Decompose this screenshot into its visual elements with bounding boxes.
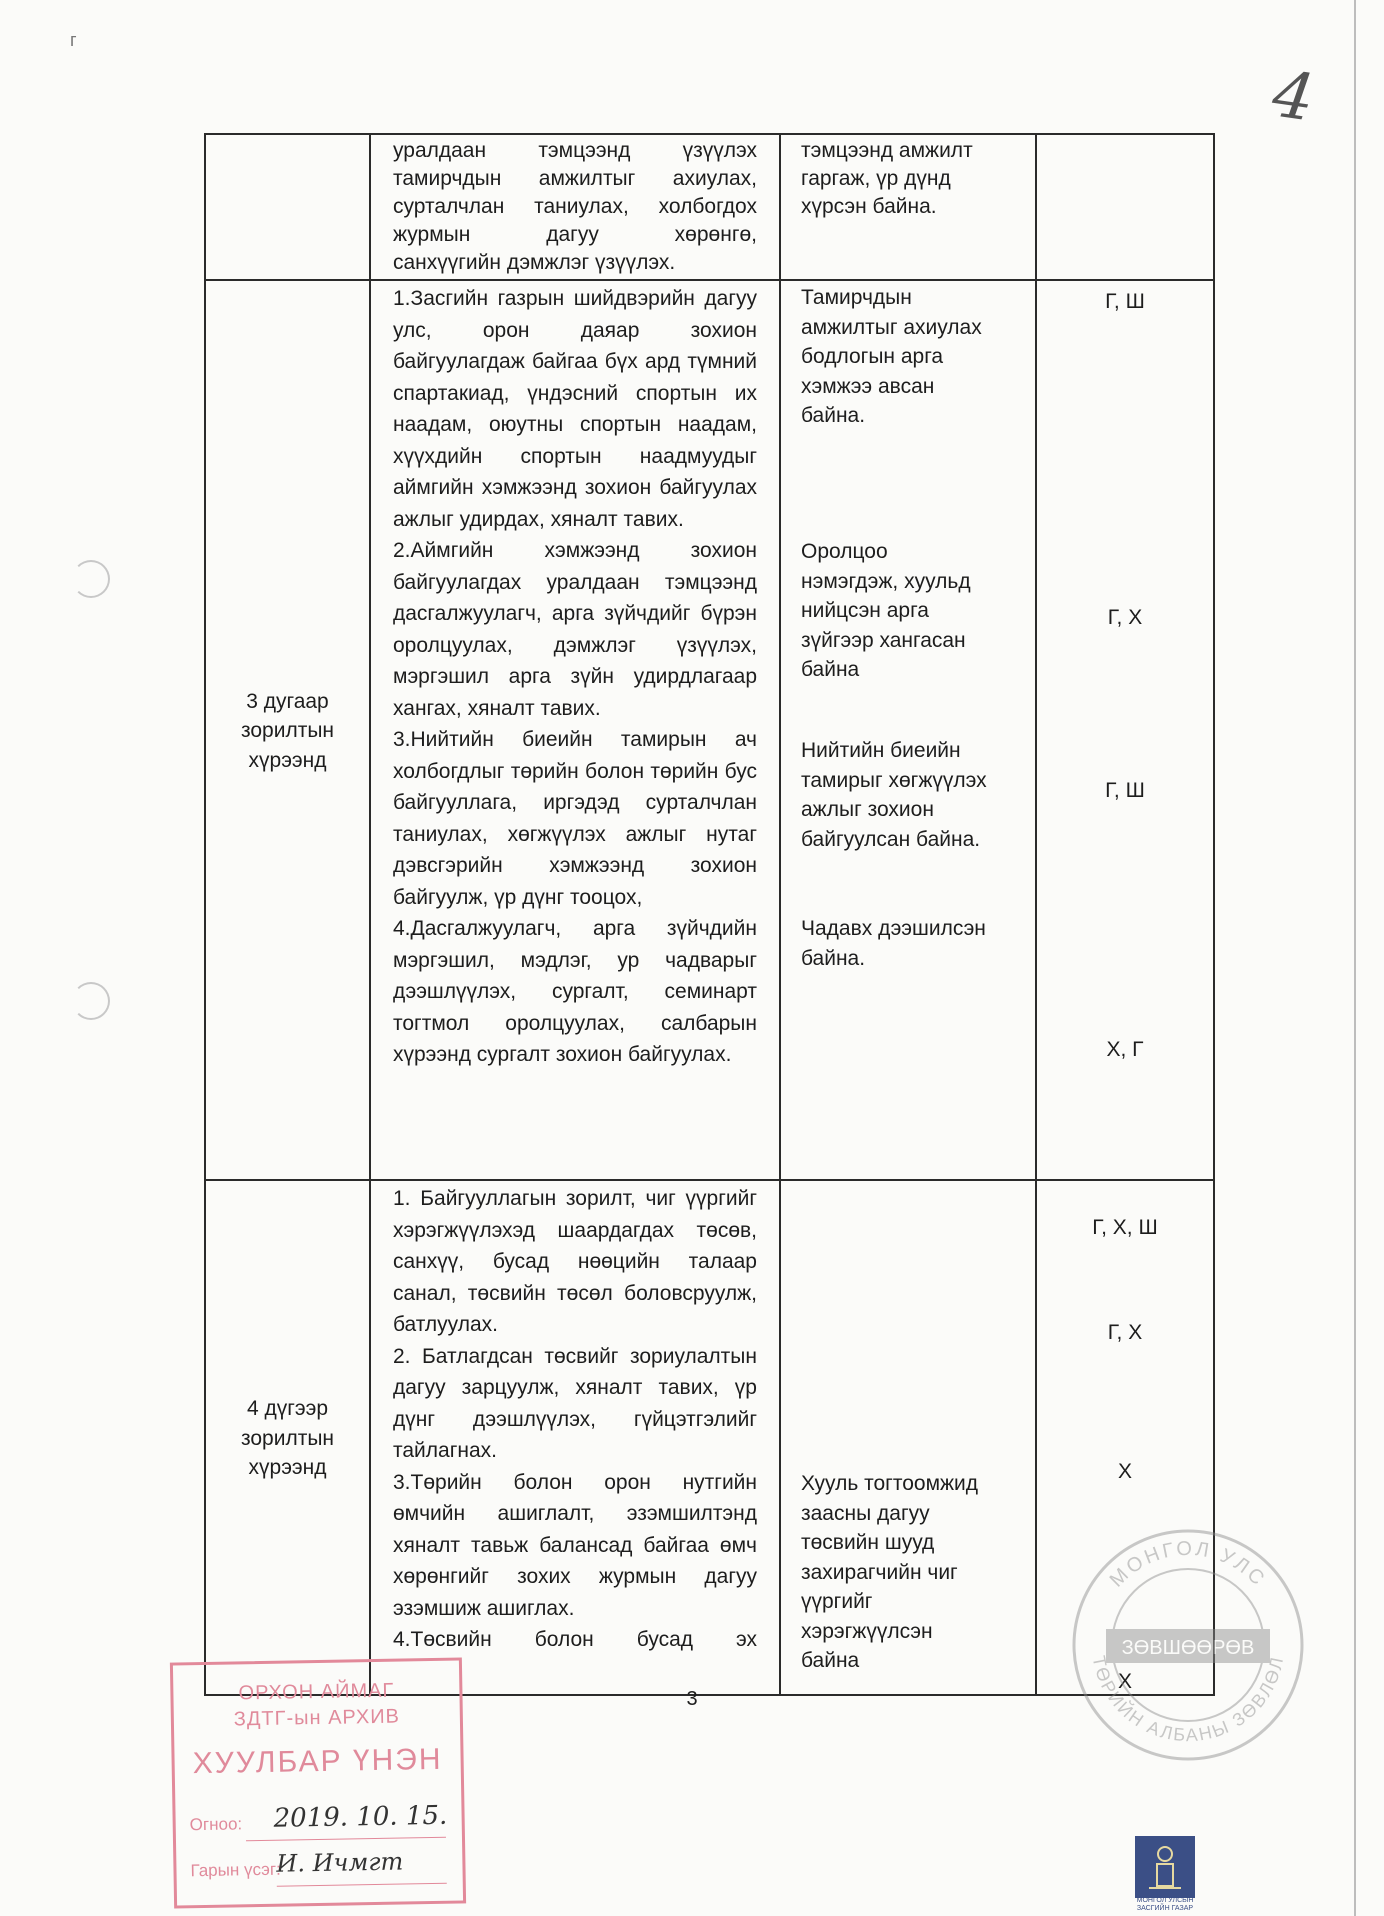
- activity-line: санхүүгийн дэмжлэг үзүүлэх.: [393, 251, 676, 274]
- activity-line: журмын дагуу хөрөнгө,: [393, 223, 757, 246]
- objective-label-line: 4 дүгээр: [246, 1397, 329, 1421]
- result-line: хэрэгжүүлсэн: [801, 1619, 933, 1643]
- activity-item: 3.Төрийн болон орон нутгийн өмчийн ашиглалт, эзэмшилтэнд хяналт тавьж балансад байгаа өмч хөрөнгийг зохих журмын дагуу эзэмшиж ашиглах.: [393, 1470, 757, 1620]
- result-line: тэмцээнд амжилт: [801, 139, 973, 162]
- result-line: Хууль тогтоомжид: [801, 1472, 979, 1495]
- stamp-underline: [246, 1837, 446, 1841]
- result-item: [801, 537, 1021, 685]
- government-emblem-icon: [1135, 1836, 1195, 1898]
- objective-label-line: хүрээнд: [248, 748, 327, 772]
- objective-label-cell: [205, 280, 370, 1180]
- round-stamp-center-text: ЗӨВШӨӨРӨВ: [1121, 1637, 1255, 1659]
- result-line: төсвийн шууд: [801, 1531, 935, 1554]
- svg-text:ТӨРИЙН АЛБАНЫ ЗӨВЛӨЛ: [1089, 1654, 1288, 1745]
- punch-hole-mark: [72, 560, 110, 598]
- stamp-line: ЗДТГ-ын АРХИВ: [233, 1705, 401, 1731]
- page-edge-line: [1354, 0, 1356, 1916]
- table-row: [205, 280, 1214, 1180]
- code-value: Г, Х: [1107, 606, 1143, 629]
- corner-mark: г: [70, 30, 77, 50]
- code-value: Г, Х, Ш: [1092, 1216, 1158, 1239]
- result-item: [801, 283, 1021, 431]
- result-line: бодлогын арга: [801, 345, 944, 368]
- activity-cell: [370, 134, 780, 280]
- objective-label-line: зорилтын: [240, 719, 335, 743]
- result-line: үүргийг: [801, 1590, 873, 1613]
- activity-item: 3.Нийтийн биеийн тамирын ач холбогдлыг төрийн болон төрийн бус байгууллага, иргэдэд сурталчлан таниулах, хөгжүүлэх ажлыг нутаг дэвсгэрийн хэмжээнд зохион байгуулж, үр дүнг тооцох,: [393, 728, 757, 909]
- stamp-signature-handwritten: И. Ичмгт: [276, 1847, 404, 1878]
- result-line: Оролцоо: [801, 540, 888, 563]
- result-cell: [780, 280, 1036, 1180]
- stamp-date-handwritten: 2019. 10. 15.: [273, 1800, 448, 1834]
- result-line: байна: [801, 1649, 860, 1672]
- result-line: ажлыг зохион: [801, 798, 934, 821]
- activity-item: 2. Батлагдсан төсвийг зориулалтын дагуу зарцуулж, хяналт тавих, үр дүнг дээшлүүлэх, гүйцэтгэлийг тайлагнах.: [393, 1344, 757, 1462]
- activity-item: 4.Төсвийн болон бусад эх: [393, 1628, 757, 1651]
- result-line: Нийтийн биеийн: [801, 739, 961, 762]
- round-stamp-bottom-text: ТӨРИЙН АЛБАНЫ ЗӨВЛӨЛ: [1088, 1653, 1288, 1746]
- activity-item: 2.Аймгийн хэмжээнд зохион байгуулагдах уралдаан тэмцээнд дасгалжуулагч, арга зүйчдийг бүрэн оролцуулах, дэмжлэг үзүүлэх, мэргэшил арга зүйн удирдлагаар хангах, хяналт тавих.: [393, 539, 757, 720]
- activity-item: 1.Засгийн газрын шийдвэрийн дагуу улс, орон даяар зохион байгуулагдаж байгаа бүх ард түмний спартакиад, үндэсний спортын их наадам, оюутны спортын наадам, хүүхдийн спортын наадмуудыг аймгийн хэмжээнд зохион байгуулах ажлыг удирдах, хяналт тавих.: [393, 287, 757, 531]
- result-line: байна.: [801, 404, 866, 427]
- activity-line: тамирчдын амжилтыг ахиулах,: [393, 167, 757, 190]
- result-cell: [780, 134, 1036, 280]
- result-line: нийцсэн арга: [801, 599, 929, 622]
- punch-hole-mark: [72, 982, 110, 1020]
- result-line: нэмэгдэж, хуульд: [801, 569, 971, 593]
- objective-label-line: хүрээнд: [248, 1456, 327, 1480]
- archive-copy-stamp: [170, 1657, 466, 1908]
- code-value: Г, Ш: [1105, 290, 1145, 313]
- result-line: Тамирчдын: [801, 286, 912, 309]
- result-item: [801, 914, 1021, 973]
- emblem-caption: МОНГОЛ УЛСЫН ЗАСГИЙН ГАЗАР: [1136, 1897, 1194, 1912]
- activity-cell: [370, 1180, 780, 1695]
- page-number: 3: [686, 1688, 698, 1710]
- result-line: хэмжээ авсан: [801, 374, 935, 398]
- table-row: [205, 134, 1214, 280]
- result-line: байгуулсан байна.: [801, 827, 981, 851]
- result-cell: [780, 1180, 1036, 1695]
- code-value: Г, Х: [1107, 1321, 1143, 1344]
- result-line: зүйгээр хангасан: [801, 628, 966, 652]
- code-value: Х: [1117, 1460, 1132, 1483]
- stamp-line: ОРХОН АЙМАГ: [238, 1679, 395, 1705]
- stamp-date-label: Огноо:: [189, 1814, 243, 1835]
- activity-line: уралдаан тэмцээнд үзүүлэх: [393, 139, 757, 162]
- objectives-table: [204, 133, 1215, 1696]
- approval-round-stamp: [1068, 1525, 1308, 1765]
- code-cell-empty: [1036, 134, 1214, 280]
- result-line: Чадавх дээшилсэн: [801, 917, 986, 940]
- stamp-signature-label: Гарын үсэг:: [190, 1859, 281, 1881]
- objective-label-line: зорилтын: [240, 1426, 335, 1450]
- result-item: [801, 1469, 1021, 1676]
- objective-label-line: 3 дугаар: [246, 689, 329, 713]
- result-line: тамирыг хөгжүүлэх: [801, 768, 987, 792]
- result-line: гаргаж, үр дүнд: [801, 167, 951, 190]
- result-line: захирагчийн чиг: [801, 1560, 958, 1584]
- result-line: хүрсэн байна.: [801, 195, 937, 218]
- result-line: заасны дагуу: [801, 1501, 930, 1525]
- result-line: байна.: [801, 946, 866, 970]
- stamp-title: ХУУЛБАР ҮНЭН: [192, 1742, 443, 1781]
- result-line: амжилтыг ахиулах: [801, 315, 982, 339]
- objective-label-cell: [205, 1180, 370, 1695]
- stamp-underline: [277, 1883, 447, 1887]
- result-item: [801, 736, 1021, 854]
- code-cell: [1036, 280, 1214, 1180]
- result-line: байна: [801, 658, 860, 681]
- table-row: [205, 1180, 1214, 1695]
- handwritten-page-mark: 4: [1268, 57, 1319, 137]
- code-value: Х, Г: [1106, 1038, 1144, 1061]
- code-value: Х: [1117, 1670, 1132, 1693]
- round-stamp-top-text: МОНГОЛ УЛС: [1105, 1537, 1271, 1592]
- activity-item: 4.Дасгалжуулагч, арга зүйчдийн мэргэшил, мэдлэг, ур чадварыг дээшлүүлэх, сургалт, семинарт тогтмол оролцуулах, салбарын хүрээнд сургалт зохион байгуулах.: [393, 917, 757, 1066]
- activity-item: 1. Байгууллагын зорилт, чиг үүргийг хэрэгжүүлэхэд шаардагдах төсөв, санхүү, бусад нөөцийн талаар санал, төсвийн төсөл боловсруулж, батлуулах.: [393, 1187, 757, 1336]
- code-value: Г, Ш: [1105, 779, 1145, 802]
- activity-cell: [370, 280, 780, 1180]
- objective-cell-empty: [205, 134, 370, 280]
- activity-line: сурталчлан таниулах, холбогдох: [393, 195, 757, 218]
